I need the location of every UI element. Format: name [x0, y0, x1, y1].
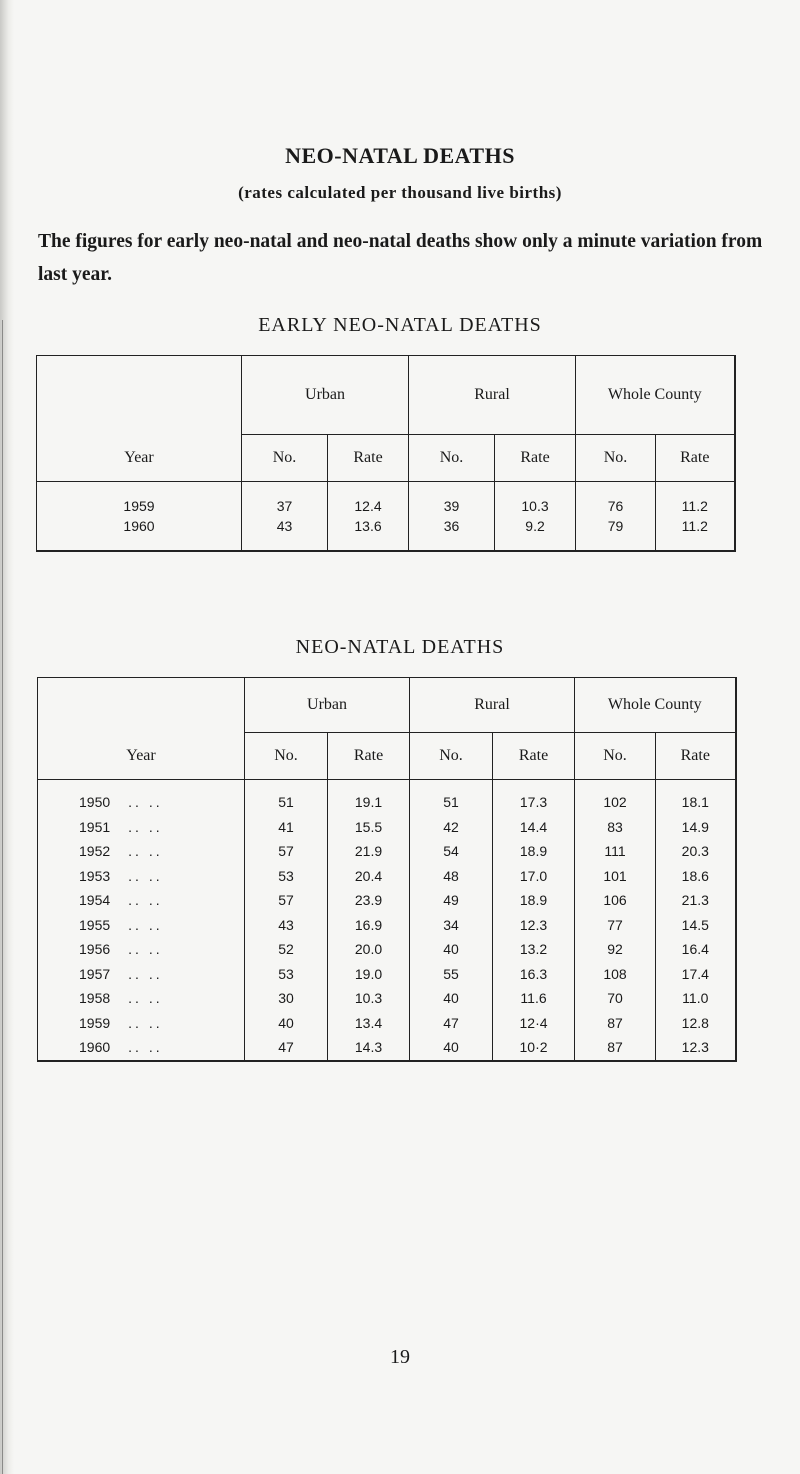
whole-no-cell: 87: [575, 1011, 656, 1036]
year-cell: [38, 1035, 245, 1061]
year-cell: [38, 839, 245, 864]
year-cell: [38, 962, 245, 987]
urban-no-cell: 51: [245, 780, 328, 815]
whole-no-cell: 76: [576, 482, 656, 517]
early-neonatal-table: [36, 355, 736, 552]
rural-no-cell: 40: [410, 986, 493, 1011]
whole-rate-cell: 21.3: [681, 892, 709, 908]
rural-no-cell: 39: [409, 482, 495, 517]
leader-dots: .. ..: [128, 941, 163, 957]
urban-no-cell: 53: [245, 864, 328, 889]
leader-dots: .. ..: [128, 965, 163, 982]
whole-no-cell: 87: [575, 1035, 656, 1061]
whole-rate-cell: 14.5: [681, 916, 709, 933]
urban-no-cell: 53: [245, 962, 328, 987]
whole-rate-cell: 16.4: [681, 941, 709, 957]
year-value: 1950: [79, 794, 111, 810]
table-row: [38, 1035, 736, 1061]
neonatal-table-title: NEO-NATAL DEATHS: [295, 636, 505, 658]
rural-rate-header: Rate: [495, 435, 576, 482]
urban-no-header: No.: [245, 733, 328, 780]
whole-rate-cell: 17.4: [681, 965, 709, 982]
table-row: [38, 780, 736, 815]
rural-rate-cell: 18.9: [493, 888, 575, 913]
urban-no-cell: 43: [245, 913, 328, 938]
year-value: 1959: [79, 1014, 111, 1031]
whole-no-cell: 77: [575, 913, 656, 938]
urban-no-cell: 37: [242, 482, 328, 517]
whole-rate-cell: 14.9: [681, 818, 709, 835]
rural-no-cell: 47: [410, 1011, 493, 1036]
year-value: 1959: [123, 498, 155, 514]
urban-rate-cell: 13.4: [328, 1011, 410, 1036]
whole-rate-cell: 18.6: [681, 867, 709, 884]
urban-rate-cell: 15.5: [328, 815, 410, 840]
neonatal-table: [37, 677, 737, 1062]
whole-no-cell: 79: [576, 516, 656, 551]
year-value: 1951: [79, 818, 111, 835]
whole-no-cell: 92: [575, 937, 656, 962]
rural-rate-cell: 10.3: [495, 482, 576, 517]
intro-paragraph: The figures for early neo-natal and neo-natal deaths show only a minute variation from last year.: [38, 231, 763, 285]
urban-no-header: No.: [242, 435, 328, 482]
urban-rate-cell: 23.9: [328, 888, 410, 913]
urban-no-cell: 52: [245, 937, 328, 962]
year-cell: [38, 864, 245, 889]
whole-no-header: No.: [576, 435, 656, 482]
leader-dots: .. ..: [128, 1014, 163, 1031]
rural-no-cell: 55: [410, 962, 493, 987]
rural-no-cell: 54: [410, 839, 493, 864]
leader-dots: .. ..: [128, 794, 163, 810]
whole-county-header: Whole County: [607, 386, 702, 403]
whole-no-cell: 111: [575, 839, 656, 864]
urban-no-cell: 30: [245, 986, 328, 1011]
year-cell: [37, 516, 242, 551]
rural-no-cell: 51: [410, 780, 493, 815]
year-value: 1954: [79, 892, 111, 908]
year-value: 1956: [79, 941, 111, 957]
leader-dots: .. ..: [128, 990, 163, 1006]
whole-rate-cell: 11.2: [656, 482, 735, 517]
table-row: [38, 839, 736, 864]
rural-no-header: No.: [410, 733, 493, 780]
whole-rate-cell: 12.8: [681, 1014, 709, 1031]
table-row: [37, 482, 735, 517]
year-value: 1955: [79, 916, 111, 933]
urban-rate-cell: 20.0: [328, 937, 410, 962]
rural-no-header: No.: [409, 435, 495, 482]
year-value: 1960: [123, 518, 155, 534]
year-header: Year: [37, 356, 242, 482]
year-value: 1952: [79, 843, 111, 859]
page-title: NEO-NATAL DEATHS: [285, 143, 515, 168]
whole-no-cell: 101: [575, 864, 656, 889]
urban-rate-cell: 21.9: [328, 839, 410, 864]
urban-rate-cell: 13.6: [328, 516, 409, 551]
rural-rate-cell: 12·4: [493, 1011, 575, 1036]
rural-rate-cell: 9.2: [495, 516, 576, 551]
urban-no-cell: 41: [245, 815, 328, 840]
whole-rate-header: Rate: [656, 435, 735, 482]
urban-no-cell: 43: [242, 516, 328, 551]
rural-rate-cell: 13.2: [493, 937, 575, 962]
table-row: [38, 864, 736, 889]
rural-rate-cell: 11.6: [493, 986, 575, 1011]
whole-no-cell: 102: [575, 780, 656, 815]
rural-rate-header: Rate: [493, 733, 575, 780]
leader-dots: .. ..: [128, 867, 163, 884]
table-row: [37, 516, 735, 551]
rural-header: Rural: [410, 678, 575, 733]
table-row: [38, 986, 736, 1011]
whole-no-header: No.: [575, 733, 656, 780]
urban-rate-cell: 19.1: [328, 780, 410, 815]
year-value: 1960: [79, 1039, 111, 1055]
year-header: Year: [38, 678, 245, 780]
rural-rate-cell: 14.4: [493, 815, 575, 840]
urban-no-cell: 57: [245, 839, 328, 864]
year-cell: [38, 937, 245, 962]
leader-dots: .. ..: [128, 916, 163, 933]
year-cell: [38, 1011, 245, 1036]
urban-rate-header: Rate: [328, 435, 409, 482]
rural-no-cell: 34: [410, 913, 493, 938]
rural-no-cell: 40: [410, 1035, 493, 1061]
urban-rate-cell: 14.3: [328, 1035, 410, 1061]
rural-rate-cell: 12.3: [493, 913, 575, 938]
whole-rate-header: Rate: [656, 733, 736, 780]
year-cell: [38, 780, 245, 815]
year-value: 1958: [79, 990, 111, 1006]
urban-rate-cell: 12.4: [328, 482, 409, 517]
whole-no-cell: 108: [575, 962, 656, 987]
table-row: [38, 1011, 736, 1036]
year-cell: [38, 888, 245, 913]
leader-dots: .. ..: [128, 843, 163, 859]
rural-no-cell: 40: [410, 937, 493, 962]
whole-rate-cell: 20.3: [681, 843, 709, 859]
urban-no-cell: 40: [245, 1011, 328, 1036]
urban-rate-header: Rate: [328, 733, 410, 780]
urban-rate-cell: 20.4: [328, 864, 410, 889]
urban-rate-cell: 10.3: [328, 986, 410, 1011]
table-row: [38, 962, 736, 987]
leader-dots: .. ..: [128, 818, 163, 835]
year-cell: [38, 986, 245, 1011]
whole-rate-cell: 11.0: [682, 990, 709, 1006]
page-number: 19: [390, 1346, 410, 1368]
rural-rate-cell: 16.3: [493, 962, 575, 987]
rural-rate-cell: 18.9: [493, 839, 575, 864]
rural-rate-cell: 17.0: [493, 864, 575, 889]
urban-header: Urban: [245, 678, 410, 733]
year-cell: [38, 815, 245, 840]
urban-rate-cell: 16.9: [328, 913, 410, 938]
year-cell: [38, 913, 245, 938]
whole-no-cell: 106: [575, 888, 656, 913]
year-cell: [37, 482, 242, 517]
year-value: 1953: [79, 867, 111, 884]
leader-dots: .. ..: [128, 892, 163, 908]
leader-dots: .. ..: [128, 1039, 163, 1055]
whole-rate-cell: 12.3: [681, 1039, 709, 1055]
page-subtitle: (rates calculated per thousand live births): [238, 183, 562, 202]
whole-no-cell: 83: [575, 815, 656, 840]
table-row: [38, 815, 736, 840]
urban-no-cell: 57: [245, 888, 328, 913]
table-row: [38, 937, 736, 962]
year-value: 1957: [79, 965, 111, 982]
rural-no-cell: 42: [410, 815, 493, 840]
whole-no-cell: 70: [575, 986, 656, 1011]
early-neonatal-table-title: EARLY NEO-NATAL DEATHS: [258, 314, 542, 336]
whole-county-header: Whole County: [607, 696, 702, 713]
page-edge-line: [2, 320, 3, 1474]
urban-no-cell: 47: [245, 1035, 328, 1061]
table-row: [38, 888, 736, 913]
rural-no-cell: 36: [409, 516, 495, 551]
rural-no-cell: 48: [410, 864, 493, 889]
urban-header: Urban: [242, 356, 409, 435]
whole-rate-cell: 18.1: [656, 780, 736, 815]
rural-no-cell: 49: [410, 888, 493, 913]
urban-rate-cell: 19.0: [328, 962, 410, 987]
rural-header: Rural: [409, 356, 576, 435]
table-row: [38, 913, 736, 938]
whole-rate-cell: 11.2: [681, 518, 708, 534]
rural-rate-cell: 17.3: [493, 780, 575, 815]
rural-rate-cell: 10·2: [493, 1035, 575, 1061]
